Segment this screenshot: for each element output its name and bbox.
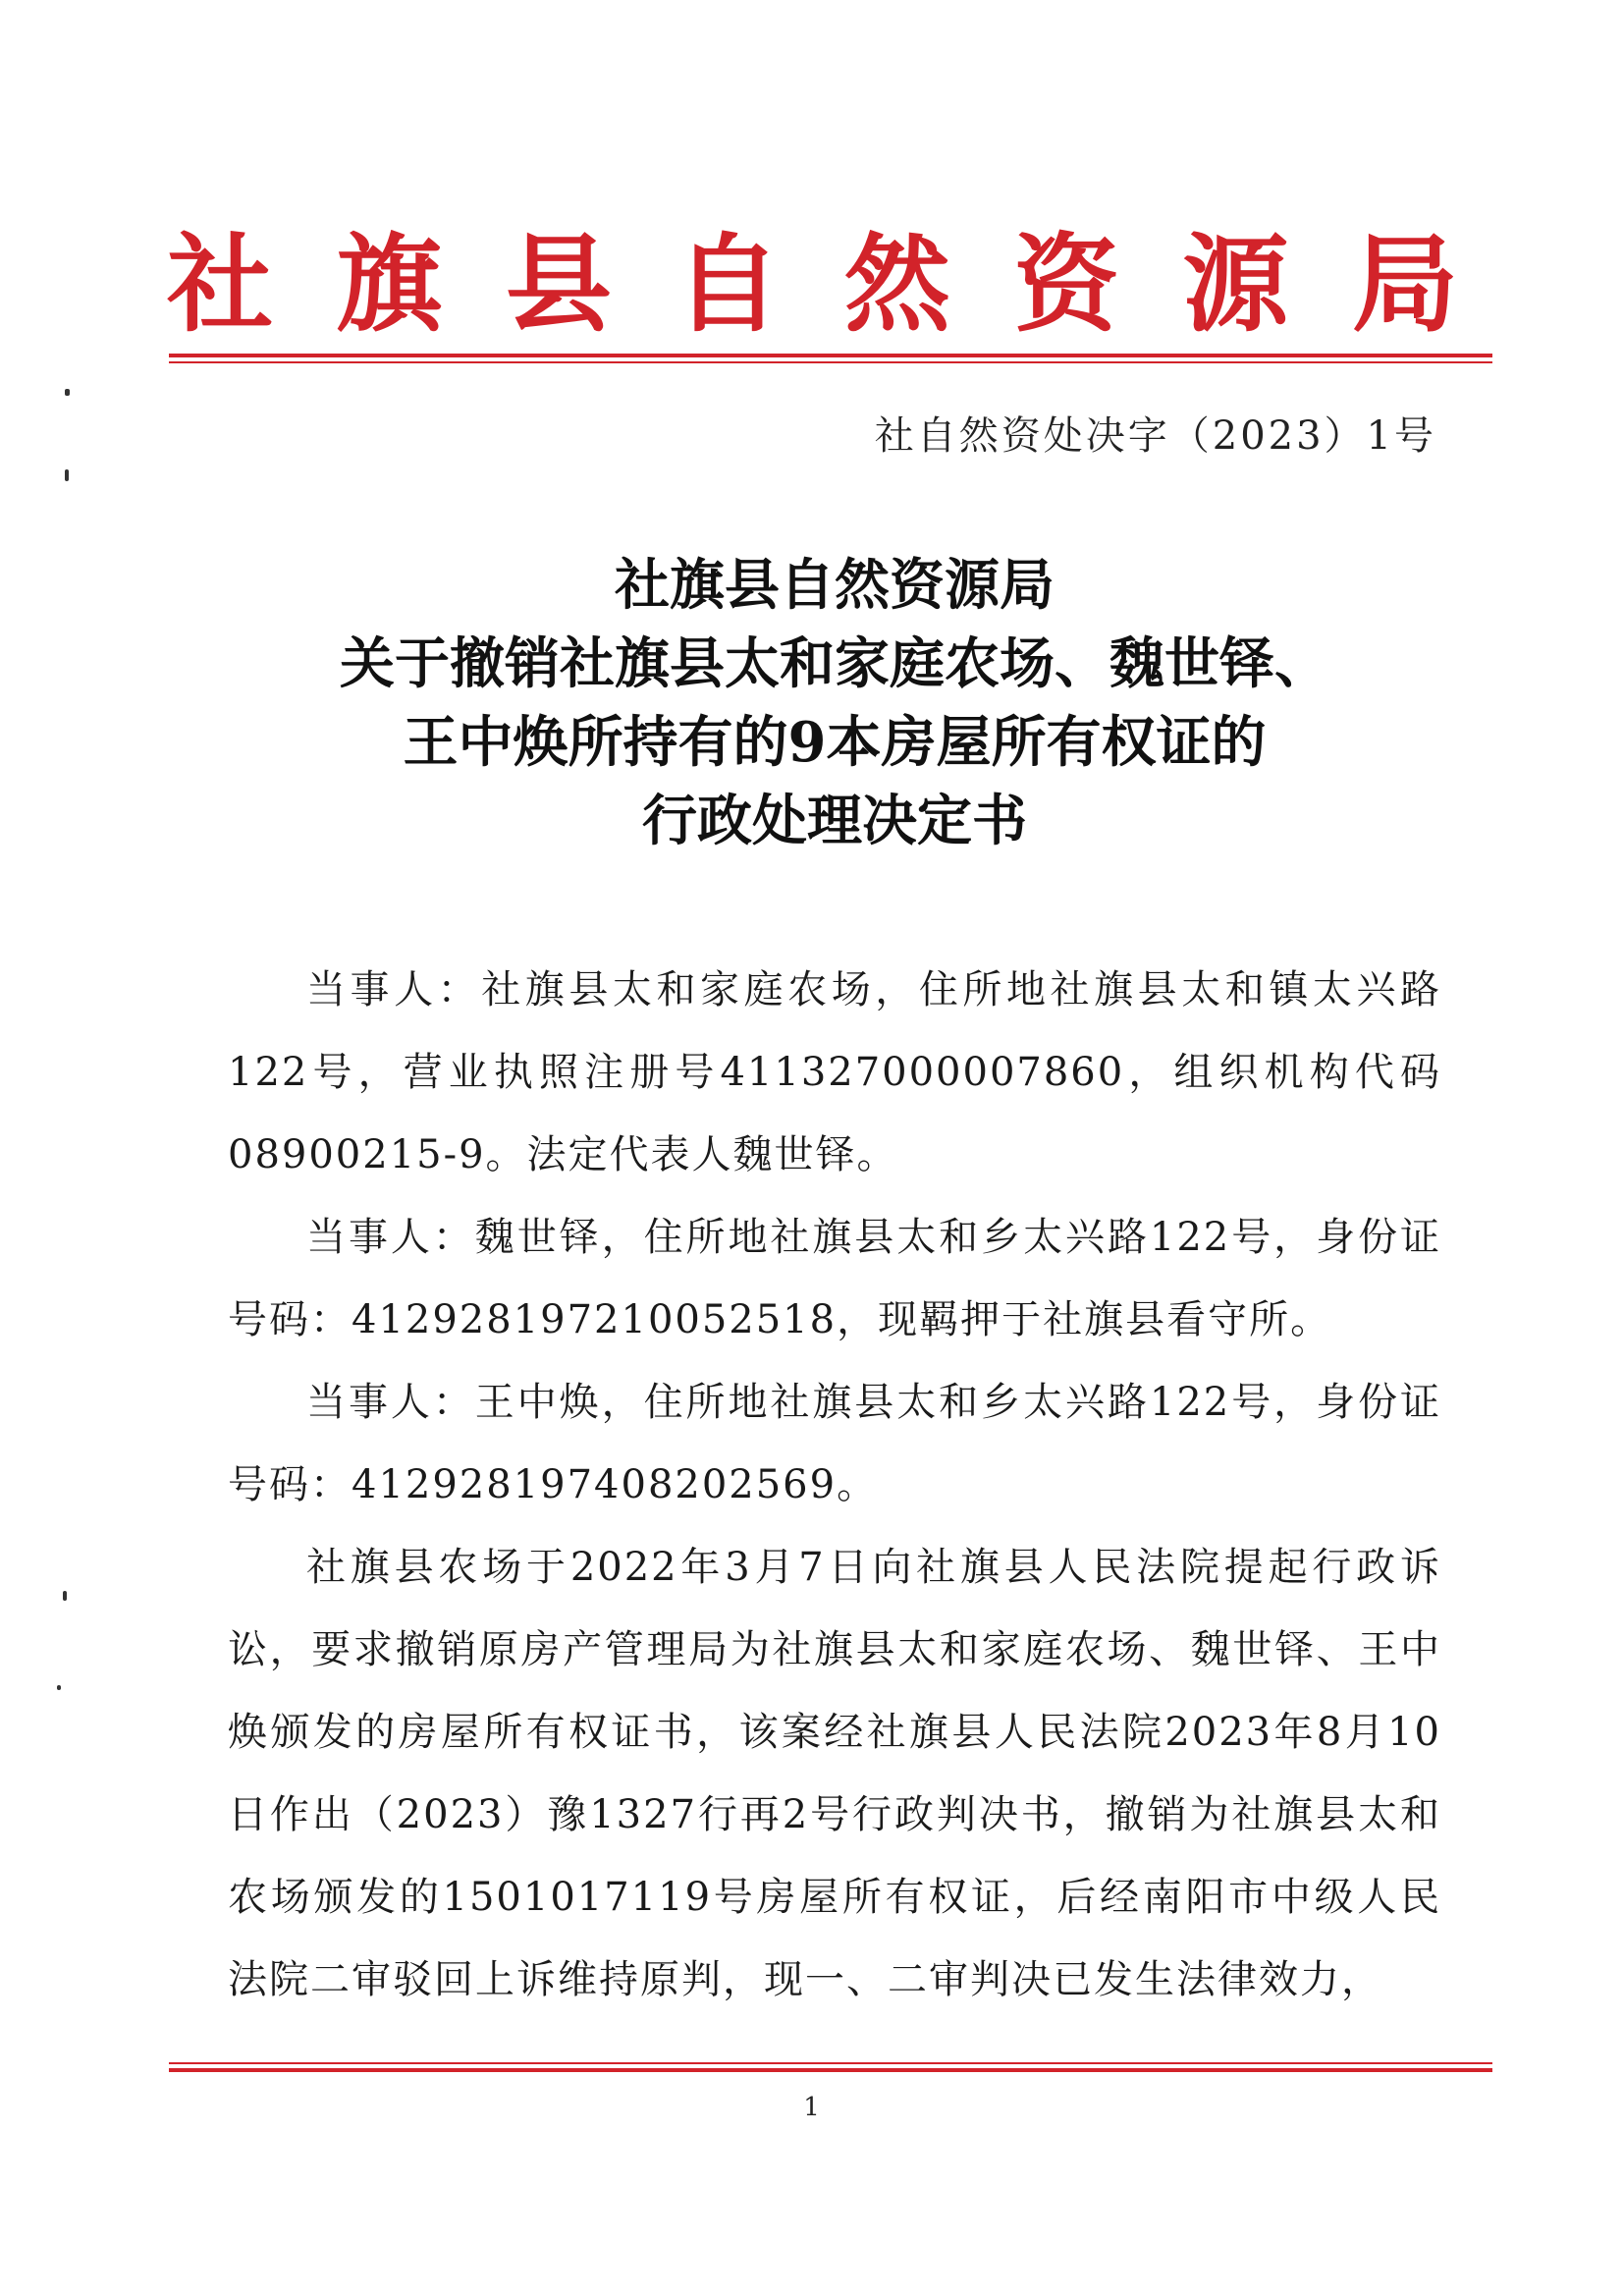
title-line: 社旗县自然资源局 [615,553,1055,618]
document-title [226,546,1443,860]
title-line: 关于撤销社旗县太和家庭农场、魏世铎、 [340,631,1329,696]
letterhead-rule [169,354,1492,357]
document-number: 社自然资处决字（2023）1号 [874,413,1436,459]
facts-paragraph: 社旗县农场于2022年3月7日向社旗县人民法院提起行政诉讼，要求撤销原房产管理局为社旗县太和家庭农场、魏世铎、王中焕颁发的房屋所有权证书，该案经社旗县人民法院2023年8月10日作出（2023）豫1327行再2号行政判决书，撤销为社旗县太和农场颁发的1501017119号房屋所有权证，后经南阳市中级人民法院二审驳回上诉维持原判，现一、二审判决已发生法律效力， [228,1545,1441,2002]
scan-speck [65,469,69,481]
letterhead-agency-name: 社旗县自然资源局 [167,223,1458,347]
footer-rule-thin [169,2062,1492,2064]
title-line: 王中焕所持有的9本房屋所有权证的 [403,710,1267,775]
scan-speck [57,1685,61,1690]
letterhead-rule-thin [169,361,1492,363]
scan-speck [63,1591,67,1601]
footer-rule [169,2068,1492,2072]
page-number: 1 [803,2093,820,2122]
title-line: 行政处理决定书 [642,789,1027,853]
party-paragraph: 当事人：王中焕，住所地社旗县太和乡太兴路122号，身份证号码：412928197408202569。 [228,1380,1441,1507]
scan-speck [65,389,70,396]
party-paragraph: 当事人：魏世铎，住所地社旗县太和乡太兴路122号，身份证号码：412928197210052518，现羁押于社旗县看守所。 [228,1215,1441,1342]
party-paragraph: 当事人：社旗县太和家庭农场，住所地社旗县太和镇太兴路122号，营业执照注册号411327000007860，组织机构代码08900215-9。法定代表人魏世铎。 [228,967,1441,1177]
document-body [228,949,1441,2021]
